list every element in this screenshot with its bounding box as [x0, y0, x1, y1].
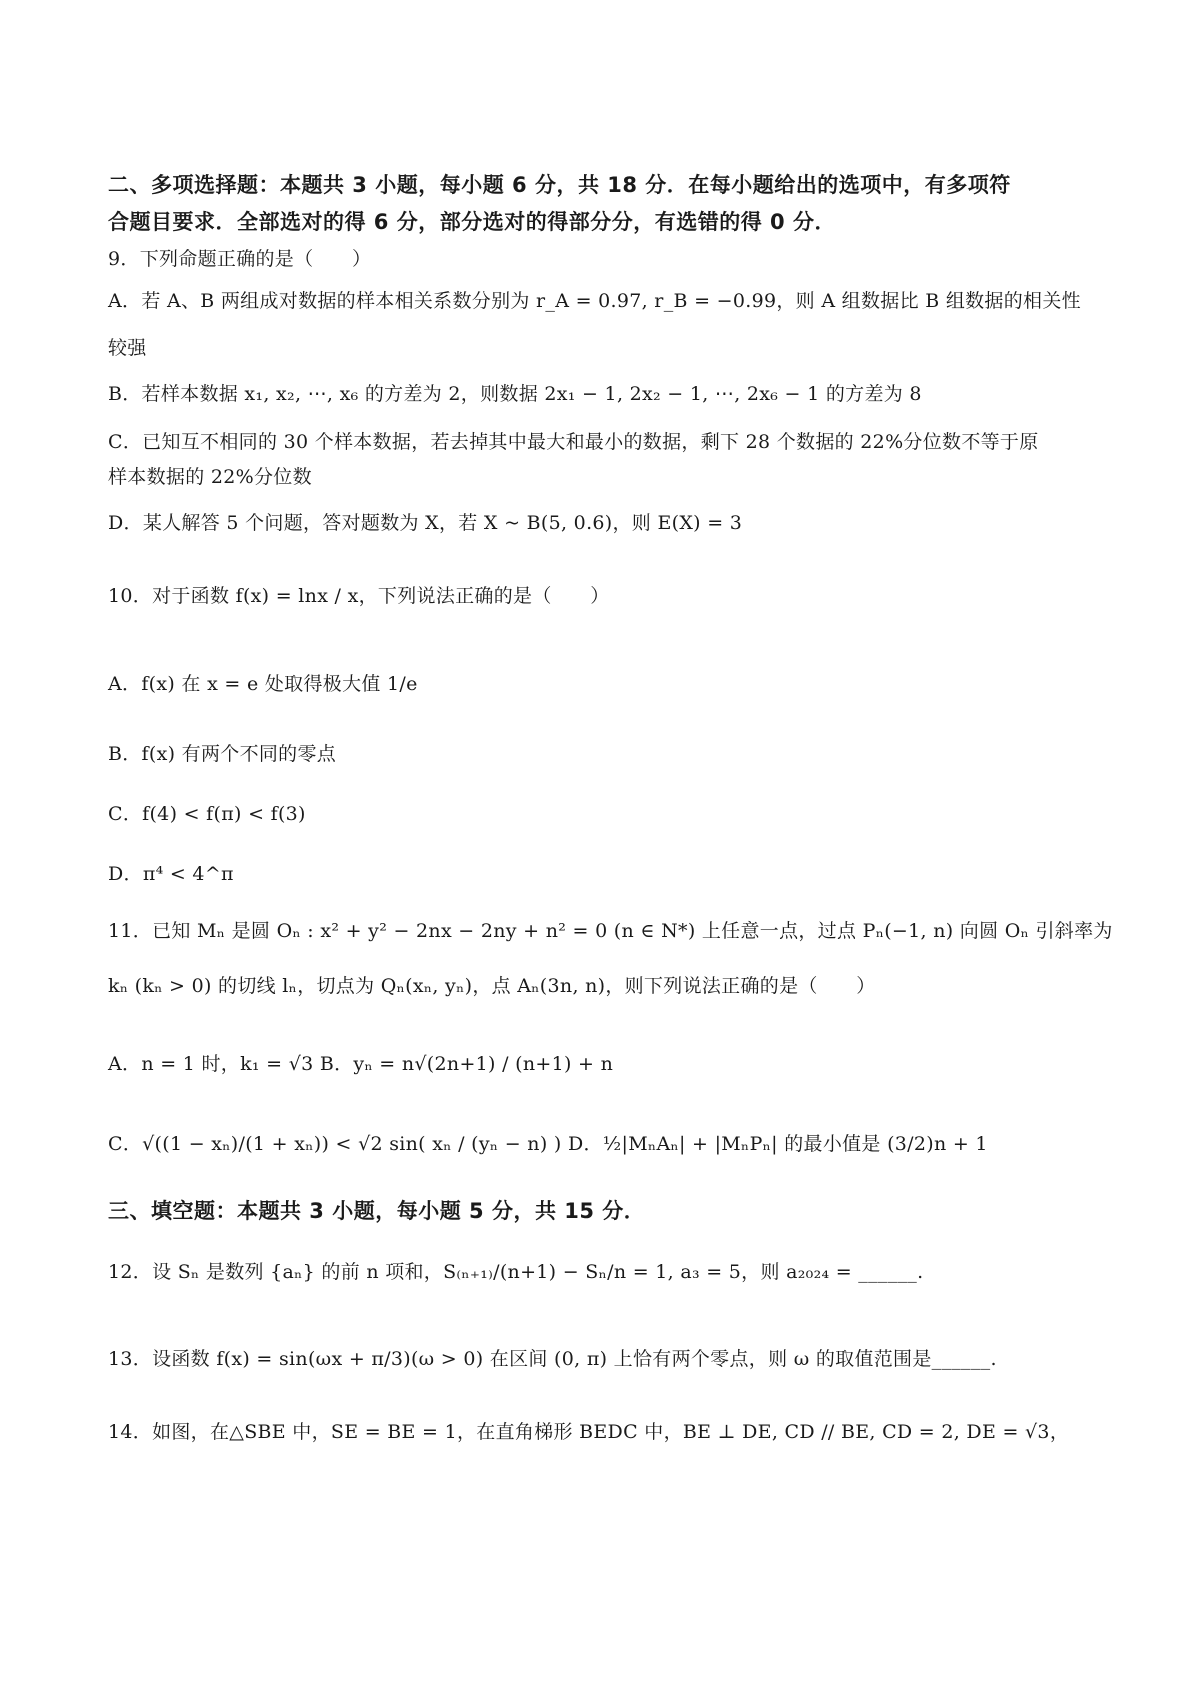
q9-option-c-line2: 样本数据的 22%分位数: [108, 466, 312, 488]
q10-stem: 10．对于函数 f(x) = lnx / x，下列说法正确的是（ ）: [108, 585, 610, 607]
q10-option-c: C．f(4) < f(π) < f(3): [108, 803, 306, 825]
q10-option-a: A．f(x) 在 x = e 处取得极大值 1/e: [108, 673, 418, 695]
multi-choice-heading-line1: 二、多项选择题：本题共 3 小题，每小题 6 分，共 18 分．在每小题给出的选项中，有多项符: [108, 173, 1011, 197]
q11-stem-line1: 11．已知 Mₙ 是圆 Oₙ : x² + y² − 2nx − 2ny + n² = 0 (n ∈ N*) 上任意一点，过点 Pₙ(−1, n) 向圆 Oₙ 引斜率为: [108, 920, 1113, 942]
q9-option-a-line1: A．若 A、B 两组成对数据的样本相关系数分别为 r_A = 0.97, r_B = −0.99，则 A 组数据比 B 组数据的相关性: [108, 290, 1081, 312]
multi-choice-heading-line2: 合题目要求．全部选对的得 6 分，部分选对的得部分分，有选错的得 0 分．: [108, 210, 836, 234]
q9-option-d: D．某人解答 5 个问题，答对题数为 X，若 X ~ B(5, 0.6)，则 E(X) = 3: [108, 512, 743, 534]
q11-options-ab: A．n = 1 时，k₁ = √3 B．yₙ = n√(2n+1) / (n+1) + n: [108, 1053, 614, 1075]
q12-stem: 12．设 Sₙ 是数列 {aₙ} 的前 n 项和，S₍ₙ₊₁₎/(n+1) − Sₙ/n = 1, a₃ = 5，则 a₂₀₂₄ = ______.: [108, 1261, 924, 1283]
q11-options-cd: C．√((1 − xₙ)/(1 + xₙ)) < √2 sin( xₙ / (yₙ − n) ) D．½|MₙAₙ| + |MₙPₙ| 的最小值是 (3/2)n + 1: [108, 1133, 988, 1155]
q10-option-b: B．f(x) 有两个不同的零点: [108, 743, 337, 765]
q9-option-a-line2: 较强: [108, 337, 147, 359]
q9-option-b: B．若样本数据 x₁, x₂, ⋯, x₆ 的方差为 2，则数据 2x₁ − 1, 2x₂ − 1, ⋯, 2x₆ − 1 的方差为 8: [108, 383, 922, 405]
q14-stem: 14．如图，在△SBE 中，SE = BE = 1，在直角梯形 BEDC 中，BE ⊥ DE, CD // BE, CD = 2, DE = √3，: [108, 1421, 1070, 1443]
q13-stem: 13．设函数 f(x) = sin(ωx + π/3)(ω > 0) 在区间 (0, π) 上恰有两个零点，则 ω 的取值范围是______.: [108, 1348, 997, 1370]
q9-option-c-line1: C．已知互不相同的 30 个样本数据，若去掉其中最大和最小的数据，剩下 28 个数据的 22%分位数不等于原: [108, 431, 1039, 453]
q11-stem-line2: kₙ (kₙ > 0) 的切线 lₙ，切点为 Qₙ(xₙ, yₙ)，点 Aₙ(3n, n)，则下列说法正确的是（ ）: [108, 975, 876, 997]
q9-stem: 9．下列命题正确的是（ ）: [108, 248, 372, 270]
fill-blank-heading: 三、填空题：本题共 3 小题，每小题 5 分，共 15 分．: [108, 1199, 646, 1223]
q10-option-d: D．π⁴ < 4^π: [108, 863, 234, 885]
